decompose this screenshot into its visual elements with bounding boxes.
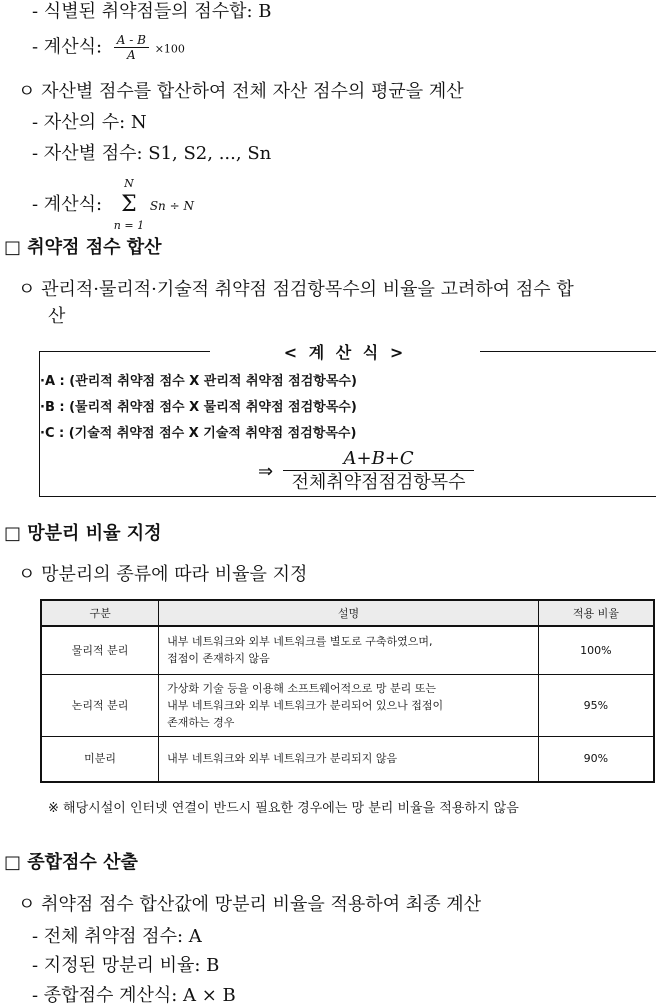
formula1-fraction: [114, 33, 149, 62]
calculation-box: [39, 343, 656, 497]
vuln-bullet-line2: 산: [48, 306, 66, 327]
row-description-line: 내부 네트워크와 외부 네트워크가 분리되어 있으나 접점이: [167, 698, 444, 712]
calc-result-fraction: [283, 448, 474, 495]
asset-scores-line: - 자산별 점수: S1, S2, ..., Sn: [32, 143, 272, 164]
formula1-numerator: A - B: [114, 33, 149, 48]
row-type: 논리적 분리: [41, 674, 159, 736]
calc-result-formula: [258, 448, 474, 495]
row-rate: 95%: [538, 674, 654, 736]
calc-fraction-numerator: A+B+C: [283, 448, 474, 471]
formula2-line: [32, 172, 194, 238]
section-heading-vuln: □ 취약점 점수 합산: [4, 237, 162, 258]
formula2-prefix: - 계산식:: [32, 194, 103, 215]
formula1-prefix: - 계산식:: [32, 36, 103, 58]
row-rate: 100%: [538, 626, 654, 674]
section-heading-total: □ 종합점수 산출: [4, 852, 138, 873]
row-description-line: 내부 네트워크와 외부 네트워크를 별도로 구축하였으며,: [167, 635, 433, 649]
implies-arrow: ⇒: [258, 461, 274, 482]
asset-count-line: - 자산의 수: N: [32, 112, 147, 133]
separation-rate-table: [40, 599, 655, 783]
sum-lower-limit: n = 1: [113, 219, 145, 232]
calculation-box-title: < 계 산 식 >: [210, 340, 480, 363]
formula2-tail: Sn ÷ N: [149, 199, 194, 213]
row-description: [159, 626, 539, 674]
table-row: [41, 674, 654, 736]
calc-line-c: ·C : (기술적 취약점 점수 X 기술적 취약점 점검항목수): [40, 426, 357, 441]
asset-average-bullet: ㅇ 자산별 점수를 합산하여 전체 자산 점수의 평균을 계산: [18, 81, 464, 102]
row-description-line: 내부 네트워크와 외부 네트워크가 분리되지 않음: [167, 752, 398, 766]
table-header-row: [41, 600, 654, 626]
total-bullet: ㅇ 취약점 점수 합산값에 망분리 비율을 적용하여 최종 계산: [18, 894, 482, 915]
section-heading-net: □ 망분리 비율 지정: [4, 523, 162, 544]
vuln-bullet-line1: ㅇ 관리적·물리적·기술적 취약점 점검항목수의 비율을 고려하여 점수 합: [18, 279, 574, 300]
table-row: [41, 736, 654, 782]
net-bullet: ㅇ 망분리의 종류에 따라 비율을 지정: [18, 564, 308, 585]
formula1-tail: ×100: [154, 42, 185, 56]
row-description: [159, 674, 539, 736]
row-type: 미분리: [41, 736, 159, 782]
exception-note: ※ 해당시설이 인터넷 연결이 반드시 필요한 경우에는 망 분리 비율을 적용하지 않음: [48, 801, 519, 816]
row-type: 물리적 분리: [41, 626, 159, 674]
row-rate: 90%: [538, 736, 654, 782]
header-rate: 적용 비율: [538, 600, 654, 626]
header-description: 설명: [159, 600, 539, 626]
sum-upper-limit: N: [124, 177, 134, 190]
total-item-score: - 전체 취약점 점수: A: [32, 926, 202, 947]
row-description-line: 가상화 기술 등을 이용해 소프트웨어적으로 망 분리 또는: [167, 681, 437, 695]
total-item-formula: - 종합점수 계산식: A × B: [32, 985, 236, 1006]
formula1-denominator: A: [127, 48, 136, 62]
sum-symbol: [114, 172, 144, 238]
table-row: [41, 626, 654, 674]
header-type: 구분: [41, 600, 159, 626]
sigma-glyph: Σ: [121, 192, 137, 217]
row-description-line: 존재하는 경우: [167, 715, 235, 729]
formula1-line: [32, 33, 185, 62]
row-description: [159, 736, 539, 782]
row-description-line: 접점이 존재하지 않음: [167, 652, 270, 666]
calc-fraction-denominator: 전체취약점점검항목수: [291, 472, 466, 493]
identified-sum-line: - 식별된 취약점들의 점수합: B: [32, 1, 272, 22]
calc-line-a: ·A : (관리적 취약점 점수 X 관리적 취약점 점검항목수): [40, 374, 357, 389]
calc-line-b: ·B : (물리적 취약점 점수 X 물리적 취약점 점검항목수): [40, 400, 357, 415]
total-item-rate: - 지정된 망분리 비율: B: [32, 955, 220, 976]
